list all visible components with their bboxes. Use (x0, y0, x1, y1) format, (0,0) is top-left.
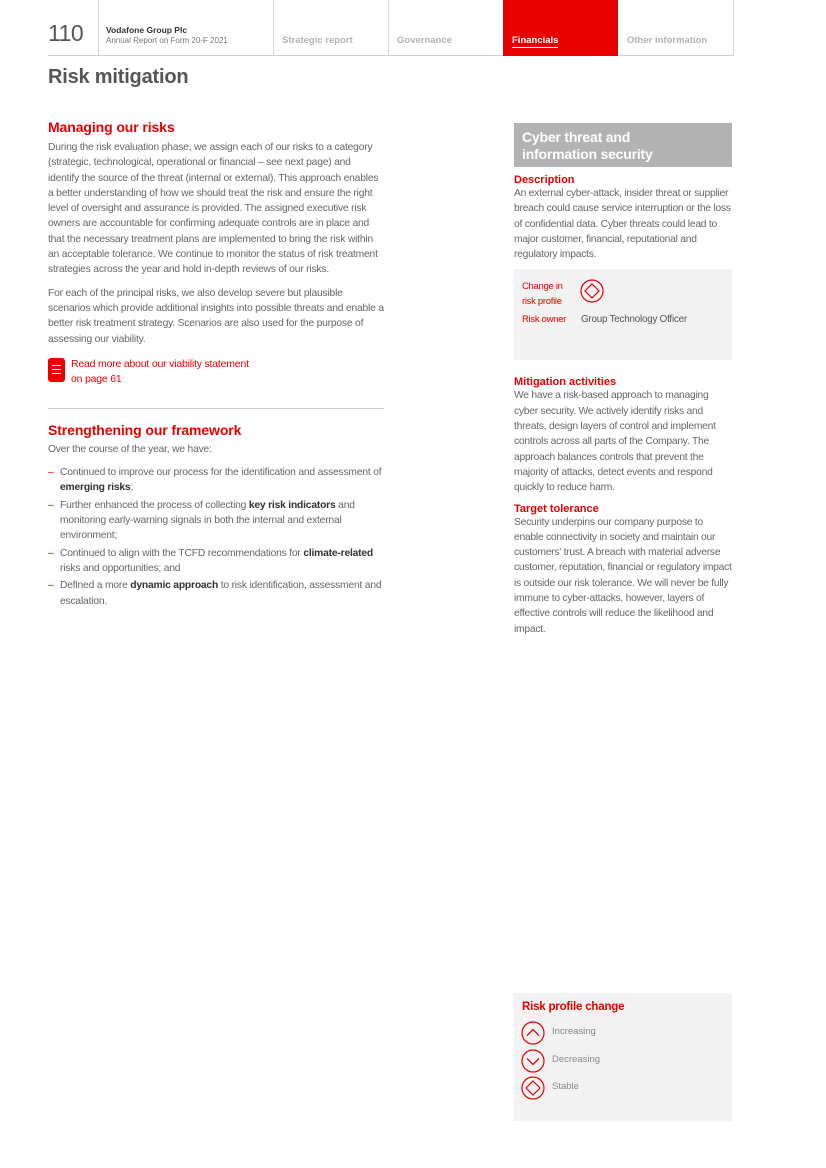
list-item: – Further enhanced the process of collecting key risk indicators and monitoring early-warning signals in both the internal and external environment; (48, 498, 384, 544)
tab-governance[interactable]: Governance (397, 35, 452, 46)
legend-label: Stable (552, 1081, 579, 1092)
header-divider (733, 0, 734, 56)
list-item: – Continued to improve our process for the identification and assessment of emerging risks; (48, 465, 384, 496)
chevron-down-icon (521, 1049, 545, 1073)
section-divider (48, 408, 384, 409)
list-item: – Defined a more dynamic approach to risk identification, assessment and escalation. (48, 578, 384, 609)
left-column (48, 119, 384, 611)
tab-financials[interactable] (503, 0, 618, 56)
chevron-up-icon (521, 1021, 545, 1045)
company-name: Vodafone Group Plc (106, 25, 188, 35)
framework-intro: Over the course of the year, we have: (48, 443, 212, 455)
managing-risks-heading: Managing our risks (48, 119, 175, 135)
header-divider (98, 0, 99, 56)
risk-profile-legend (514, 993, 732, 1121)
tab-other-information[interactable]: Other information (627, 35, 708, 46)
change-in-risk-profile-label: Change in risk profile (522, 281, 563, 308)
viability-read-more-link[interactable] (48, 357, 384, 388)
description-text: An external cyber-attack, insider threat or supplier breach could cause service interruption or the loss of confidential data. Cyber threats could lead to major customer, financial, reputational and regulatory impacts. (514, 188, 731, 261)
risk-owner-label: Risk owner (522, 314, 566, 326)
risk-title: Cyber threat and information security (514, 123, 732, 167)
tab-strategic-report[interactable]: Strategic report (282, 35, 353, 46)
risk-owner-value: Group Technology Officer (581, 314, 687, 326)
read-more-line-2: on page 61 (71, 373, 122, 386)
diamond-icon (580, 279, 604, 308)
description-heading: Description (514, 174, 575, 186)
legend-title: Risk profile change (522, 1001, 625, 1013)
managing-paragraph-2: For each of the principal risks, we also develop severe but plausible scenarios which provide additional insights into possible threats and enable a better risk treatment strategy. Scenarios are also used for the purpose of assessing our viability. (48, 287, 384, 345)
page-number: 110 (48, 20, 84, 46)
tab-financials-label: Financials (512, 35, 559, 46)
read-more-line-1: Read more about our viability statement (71, 357, 249, 370)
mitigation-heading: Mitigation activities (514, 376, 617, 389)
tolerance-heading: Target tolerance (514, 502, 599, 515)
page-header (48, 0, 734, 56)
legend-label: Decreasing (552, 1054, 601, 1065)
document-icon (48, 358, 65, 382)
managing-paragraph-1: During the risk evaluation phase, we assign each of our risks to a category (strategic, technological, operational or financial – see next page) and identify the source of the threat (internal or external). This approach enables a better understanding of how we should treat the risk and ensure the right level of oversight and assurance is provided. The assigned executive risk owners are accountable for confirming adequate controls are in place and that the necessary treatment plans are implemented to bring the risk within an acceptable tolerance. We continue to monitor the status of risk treatment strategies across the year and hold in-depth reviews of our risks. (48, 142, 379, 276)
mitigation-text: We have a risk-based approach to managing cyber security. We actively identify risks and threats, design layers of control and implement controls across all parts of the Company. The approach balances controls that prevent the majority of attacks, detect events and respond quickly to reduce harm. (514, 390, 716, 494)
risk-card (514, 123, 732, 637)
report-subtitle: Annual Report on Form 20-F 2021 (106, 36, 228, 45)
page-title: Risk mitigation (48, 66, 189, 88)
legend-label: Increasing (552, 1026, 596, 1037)
diamond-icon (521, 1076, 545, 1100)
framework-list (48, 465, 384, 609)
list-item: – Continued to align with the TCFD recommendations for climate-related risks and opportunities; and (48, 546, 384, 577)
risk-profile-box (514, 269, 732, 360)
tolerance-text: Security underpins our company purpose to enable connectivity in society and maintain our customers' trust. A breach with material adverse customer, reputation, financial or regulatory impact is outside our risk tolerance. We will never be fully immune to cyber-attacks, however, layers of effective controls will reduce the likelihood and impact. (514, 516, 732, 635)
framework-heading: Strengthening our framework (48, 421, 242, 438)
